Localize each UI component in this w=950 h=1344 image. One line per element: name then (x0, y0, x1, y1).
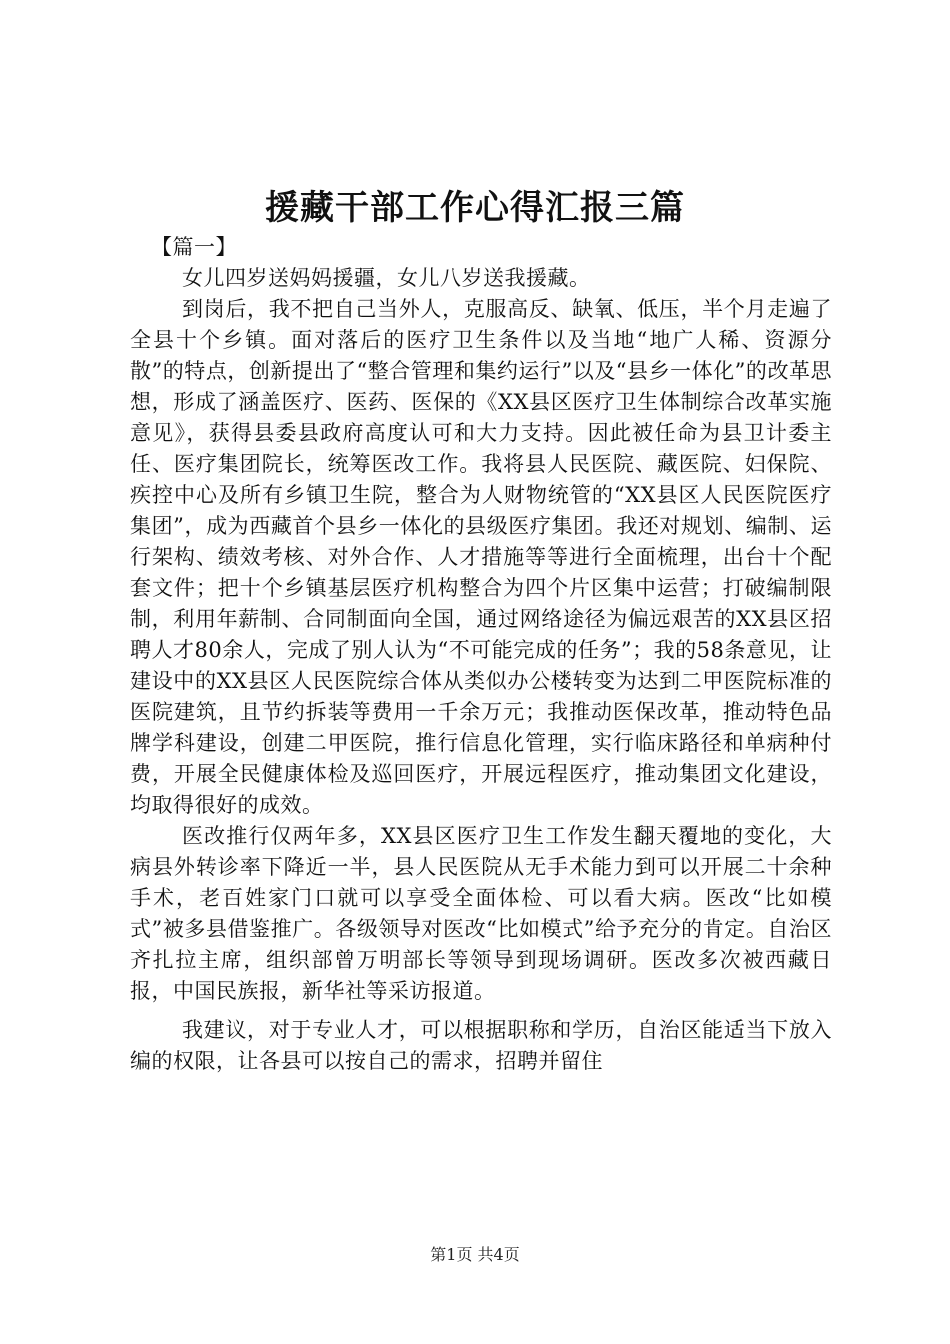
section-label: 【篇一】 (151, 235, 237, 259)
paragraph-2: 到岗后，我不把自己当外人，克服高反、缺氧、低压，半个月走遍了全县十个乡镇。面对落后的医疗卫生条件以及当地“地广人稀、资源分散”的特点，创新提出了“整合管理和集约运行”以及“县乡一体化”的改革思想，形成了涵盖医疗、医药、医保的《XX县区医疗卫生体制综合改革实施意见》，获得县委县政府高度认可和大力支持。因此被任命为县卫计委主任、医疗集团院长，统筹医改工作。我将县人民医院、藏医院、妇保院、疾控中心及所有乡镇卫生院，整合为人财物统管的“XX县区人民医院医疗集团”，成为西藏首个县乡一体化的县级医疗集团。我还对规划、编制、运行架构、绩效考核、对外合作、人才措施等等进行全面梳理，出台十个配套文件；把十个乡镇基层医疗机构整合为四个片区集中运营；打破编制限制，利用年薪制、合同制面向全国，通过网络途径为偏远艰苦的XX县区招聘人才80余人，完成了别人认为“不可能完成的任务”；我的58条意见，让建设中的XX县区人民医院综合体从类似办公楼转变为达到二甲医院标准的医院建筑，且节约拆装等费用一千余万元；我推动医保改革，推动特色品牌学科建设，创建二甲医院，推行信息化管理，实行临床路径和单病种付费，开展全民健康体检及巡回医疗，开展远程医疗，推动集团文化建设，均取得很好的成效。 (130, 297, 832, 817)
paragraph-1: 女儿四岁送妈妈援疆，女儿八岁送我援藏。 (182, 266, 591, 290)
document-title: 援藏干部工作心得汇报三篇 (265, 188, 685, 228)
paragraph-4: 我建议，对于专业人才，可以根据职称和学历，自治区能适当下放入编的权限，让各县可以按自己的需求，招聘并留住 (130, 1018, 832, 1073)
document-body (130, 232, 832, 1077)
paragraph-3: 医改推行仅两年多，XX县区医疗卫生工作发生翻天覆地的变化，大病县外转诊率下降近一半，县人民医院从无手术能力到可以开展二十余种手术，老百姓家门口就可以享受全面体检、可以看大病。医改“比如模式”被多县借鉴推广。各级领导对医改“比如模式”给予充分的肯定。自治区齐扎拉主席，组织部曾万明部长等领导到现场调研。医改多次被西藏日报，中国民族报，新华社等采访报道。 (130, 824, 832, 1003)
page-footer: 第1页 共4页 (430, 1245, 520, 1264)
